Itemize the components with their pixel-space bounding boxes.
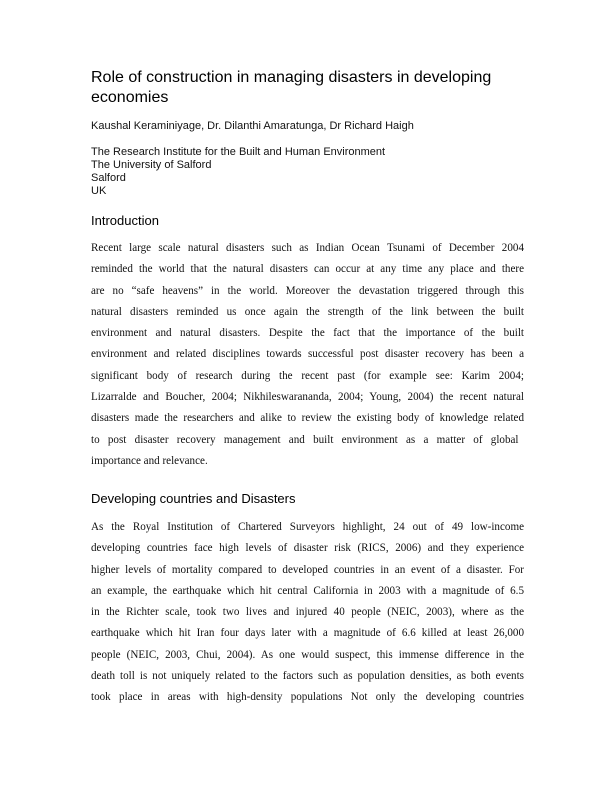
developing-countries-paragraph <box>91 517 524 709</box>
text-line: an example, the earthquake which hit central California in 2003 with a magnitude of 6.5 <box>91 584 524 597</box>
text-line: reminded the world that the natural disasters can occur at any time any place and there <box>91 263 524 276</box>
text-line: As the Royal Institution of Chartered Surveyors highlight, 24 out of 49 low-income <box>91 521 524 533</box>
text-line: took place in areas with high-density populations Not only the developing countries <box>91 691 524 704</box>
affiliation-block <box>91 146 385 198</box>
section-heading-developing-countries: Developing countries and Disasters <box>91 491 296 506</box>
text-line: death toll is not uniquely related to the factors such as population densities, as both events <box>91 670 524 683</box>
affiliation-line: The Research Institute for the Built and Human Environment <box>91 146 386 158</box>
text-line: higher levels of mortality compared to developed countries in an event of a disaster. For <box>91 563 524 576</box>
text-line: in the Richter scale, took two lives and injured 40 people (NEIC, 2003), where as the <box>91 606 524 619</box>
text-line: people (NEIC, 2003, Chui, 2004). As one would suspect, this immense difference in the <box>91 648 524 661</box>
text-line: developing countries face high levels of disaster risk (RICS, 2006) and they experience <box>91 542 524 555</box>
section-heading-introduction: Introduction <box>91 213 159 228</box>
text-line: earthquake which hit Iran four days later with a magnitude of 6.6 killed at least 26,000 <box>91 627 524 640</box>
paper-title-line: Role of construction in managing disasters in developing <box>91 69 492 86</box>
paper-title <box>91 68 531 108</box>
text-line: disasters made the researchers and alike to review the existing body of knowledge related <box>91 412 524 425</box>
text-line: Recent large scale natural disasters such as Indian Ocean Tsunami of December 2004 <box>91 242 524 254</box>
text-line: to post disaster recovery management and built environment as a matter of global <box>91 433 519 446</box>
introduction-paragraph <box>91 238 524 472</box>
text-line: significant body of research during the recent past (for example see: Karim 2004; <box>91 369 524 382</box>
paper-title-line: economies <box>91 89 169 106</box>
text-line: Lizarralde and Boucher, 2004; Nikhileswarananda, 2004; Young, 2004) the recent natural <box>91 391 524 404</box>
author-list: Kaushal Keraminiyage, Dr. Dilanthi Amaratunga, Dr Richard Haigh <box>91 120 414 132</box>
text-line: environment and related disciplines towards successful post disaster recovery has been a <box>91 348 524 361</box>
text-line: natural disasters reminded us once again the strength of the link between the built <box>91 305 524 318</box>
affiliation-line: The University of Salford <box>91 159 212 171</box>
text-line: importance and relevance. <box>91 454 208 467</box>
affiliation-line: UK <box>91 185 107 197</box>
affiliation-line: Salford <box>91 172 126 184</box>
text-line: are no “safe heavens” in the world. Moreover the devastation triggered through this <box>91 284 524 297</box>
text-line: environment and natural disasters. Despite the fact that the importance of the built <box>91 327 524 340</box>
